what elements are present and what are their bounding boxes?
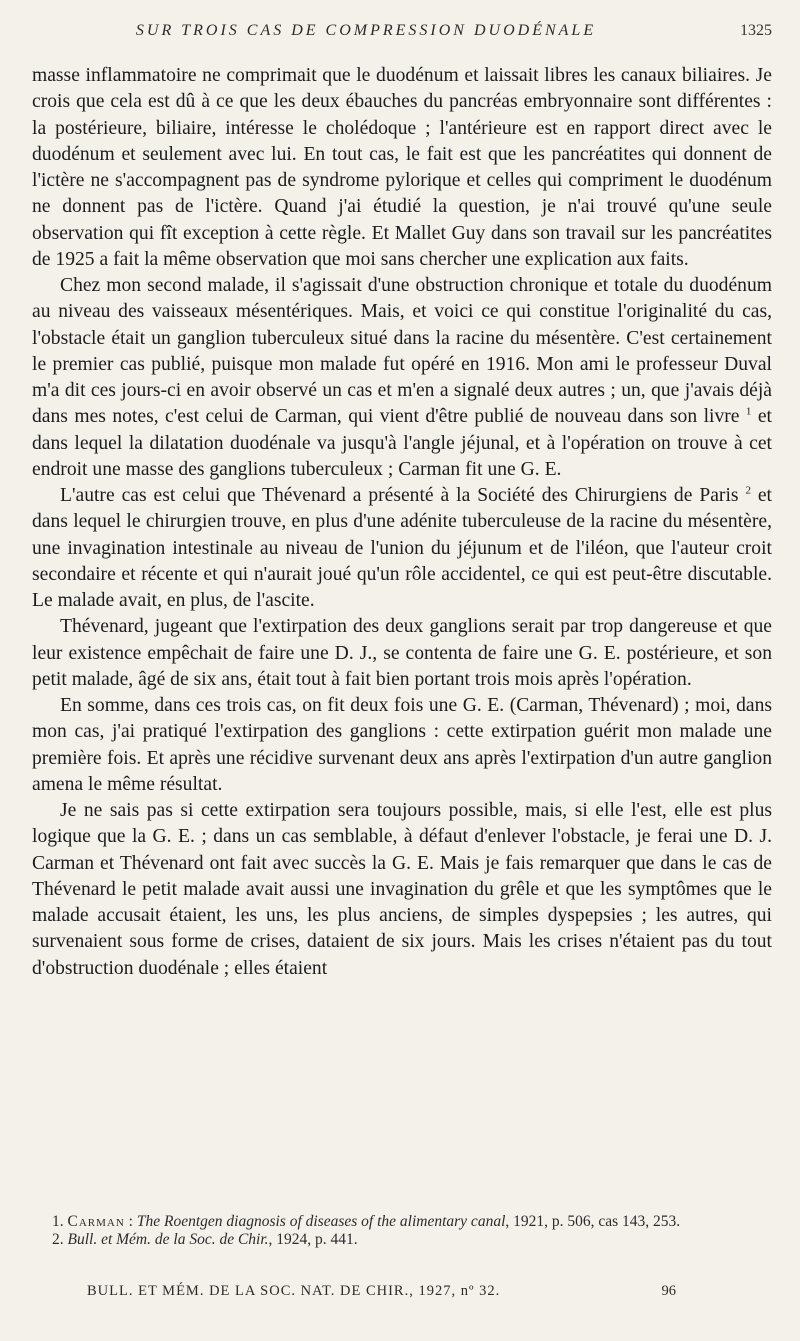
journal-reference: BULL. ET MÉM. DE LA SOC. NAT. DE CHIR., 1927, nº 32.: [87, 1283, 501, 1299]
running-header: [30, 22, 772, 46]
footnote: [32, 1213, 772, 1231]
paragraph: Thévenard, jugeant que l'extirpation des deux ganglions serait par trop dangereuse et que leur existence empêchait de faire une D. J., se contenta de faire une G. E. postérieure, et son petit malade, âgé de six ans, était tout à fait bien portant trois mois après l'opération.: [32, 616, 772, 690]
paragraph-text: L'autre cas est celui que Thévenard a présenté à la Société des Chirurgiens de Paris: [60, 485, 739, 506]
footnote-author: Carman: [67, 1213, 125, 1230]
footnote: [32, 1231, 772, 1249]
footnote-title: The Roentgen diagnosis of diseases of the alimentary canal: [136, 1213, 506, 1230]
footnotes: [32, 1213, 772, 1249]
footnote-number: 1.: [52, 1213, 64, 1230]
paragraph: [32, 273, 772, 483]
paragraph: En somme, dans ces trois cas, on fit deux fois une G. E. (Carman, Thévenard) ; moi, dans mon cas, j'ai pratiqué l'extirpation des ganglions : cette extirpation guérit mon malade une première fois. Et après une récidive survenant deux ans après l'extirpation d'un autre ganglion amena le même résultat.: [32, 695, 772, 795]
footnote-detail: , 1924, p. 441.: [268, 1231, 358, 1248]
footnote-ref[interactable]: 1: [745, 405, 752, 418]
paragraph: masse inflammatoire ne comprimait que le duodénum et laissait libres les canaux biliaires. Je crois que cela est dû à ce que les deux ébauches du pancréas embryonnaire sont différentes : la postérieure, biliaire, intéresse le cholédoque ; l'antérieure est en rapport direct avec le duodénum et seulement avec lui. En tout cas, le fait est que les pancréatites qui donnent de l'ictère ne s'accompagnent pas de syndrome pylorique et celles qui compriment le duodénum ne donnent pas de l'ictère. Quand j'ai étudié la question, je n'ai trouvé qu'une seule observation qui fît exception à cette règle. Et Mallet Guy dans son travail sur les pancréatites de 1925 a fait la même observation que moi sans chercher une explication aux faits.: [32, 65, 772, 270]
running-title: SUR TROIS CAS DE COMPRESSION DUODÉNALE: [135, 22, 597, 39]
paragraph: Je ne sais pas si cette extirpation sera toujours possible, mais, si elle l'est, elle est plus logique que la G. E. ; dans un cas semblable, à défaut d'enlever l'obstacle, je ferai une D. J. Carman et Thévenard ont fait avec succès la G. E. Mais je fais remarquer que dans le cas de Thévenard le petit malade avait aussi une invagination du grêle et que les symptômes que le malade accusait étaient, les uns, les plus anciens, de simples dyspepsies ; les autres, qui survenaient sous forme de crises, dataient de six jours. Mais les crises n'étaient pas du tout d'obstruction duodénale ; elles étaient: [32, 800, 772, 979]
body-text: [32, 63, 772, 982]
paragraph-text: et dans lequel le chirurgien trouve, en plus d'une adénite tuberculeuse de la racine du mésentère, une invagination intestinale au niveau de l'union du jéjunum et de l'iléon, que l'auteur croit secondaire et récente et qui n'aurait joué qu'un rôle accidentel, ce qui est peut-être discutable. Le malade avait, en plus, de l'ascite.: [32, 485, 772, 611]
paragraph-text: et dans lequel la dilatation duodénale va jusqu'à l'angle jéjunal, et à l'opération on trouve à cet endroit une masse des ganglions tuberculeux ; Carman fit une G. E.: [32, 406, 772, 480]
paragraph: [32, 483, 772, 614]
footnote-detail: , 1921, p. 506, cas 143, 253.: [505, 1213, 681, 1230]
footnote-number: 2.: [52, 1231, 64, 1248]
footnote-title: Bull. et Mém. de la Soc. de Chir.: [67, 1231, 269, 1248]
paragraph-text: Chez mon second malade, il s'agissait d'une obstruction chronique et totale du duodénum au niveau des vaisseaux mésentériques. Mais, et voici ce qui constitue l'originalité du cas, l'obstacle était un ganglion tuberculeux situé dans la racine du mésentère. C'est certainement le premier cas publié, puisque mon malade fut opéré en 1916. Mon ami le professeur Duval m'a dit ces jours-ci en avoir observé un cas et m'en a signalé deux autres ; un, que j'avais déjà dans mes notes, c'est celui de Carman, qui vient d'être publié de nouveau dans son livre: [32, 275, 772, 428]
page-footer: [32, 1283, 772, 1305]
footnote-separator: :: [124, 1213, 137, 1230]
footnote-ref[interactable]: 2: [745, 484, 751, 497]
signature-mark: 96: [661, 1283, 676, 1299]
page-number: 1325: [740, 22, 772, 39]
